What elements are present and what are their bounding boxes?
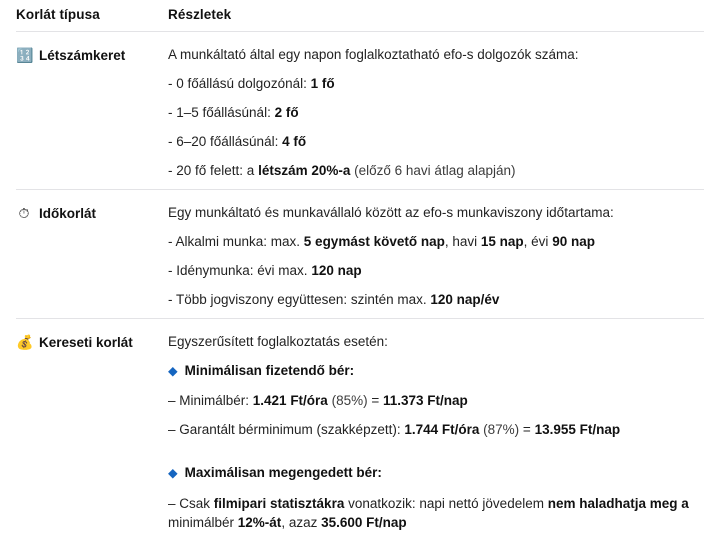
column-header-type: Korlát típusa [16,7,100,22]
detail-line: - 1–5 főállásúnál: 2 fő [168,105,299,120]
detail-subheading-label: Minimálisan fizetendő bér: [184,363,355,378]
detail-line: - 0 főállású dolgozónál: 1 fő [168,76,335,91]
limit-type-label: Időkorlát [39,206,97,221]
table-row [0,190,704,318]
detail-line: A munkáltató által egy napon foglalkoztatható efo-s dolgozók száma: [168,47,579,62]
input-numbers-icon: 🔢 [16,47,34,63]
detail-line: - Alkalmi munka: max. 5 egymást követő nap, havi 15 nap, évi 90 nap [168,234,595,249]
detail-line: – Csak filmipari statisztákra vonatkozik: napi nettó jövedelem nem haladhatja meg a minimálbér 12%-át, azaz 35.600 Ft/nap [168,496,689,530]
money-bag-icon: 💰 [16,334,34,350]
table-row [0,319,704,542]
limit-details-cell [168,204,696,308]
table-row [0,32,704,189]
stopwatch-icon: ⏱ [18,205,30,221]
detail-line: Egyszerűsített foglalkoztatás esetén: [168,334,388,349]
limit-type-label: Létszámkeret [39,48,126,63]
table-body [0,32,704,542]
blue-diamond-icon: ◆ [168,364,178,378]
detail-subheading-label: Maximálisan megengedett bér: [184,465,382,480]
limit-type-label: Kereseti korlát [39,335,133,350]
detail-line: - 20 fő felett: a létszám 20%-a (előző 6 havi átlag alapján) [168,163,516,178]
spacer [168,450,696,464]
detail-subheading [168,362,696,380]
limit-type-cell [16,333,168,351]
limit-details-cell [168,333,696,532]
column-header-details: Részletek [168,7,232,22]
limit-type-cell [16,46,168,64]
detail-line: Egy munkáltató és munkavállaló között az efo-s munkaviszony időtartama: [168,205,614,220]
detail-line: - 6–20 főállásúnál: 4 fő [168,134,307,149]
detail-line: – Garantált bérminimum (szakképzett): 1.744 Ft/óra (87%) = 13.955 Ft/nap [168,422,621,437]
detail-line: - Több jogviszony együttesen: szintén max. 120 nap/év [168,292,500,307]
detail-line: – Minimálbér: 1.421 Ft/óra (85%) = 11.373 Ft/nap [168,393,468,408]
limit-type-cell [16,204,168,222]
detail-subheading [168,464,696,482]
detail-line: - Idénymunka: évi max. 120 nap [168,263,362,278]
limit-details-cell [168,46,696,179]
table-header-row [0,0,704,31]
blue-diamond-icon: ◆ [168,466,178,480]
